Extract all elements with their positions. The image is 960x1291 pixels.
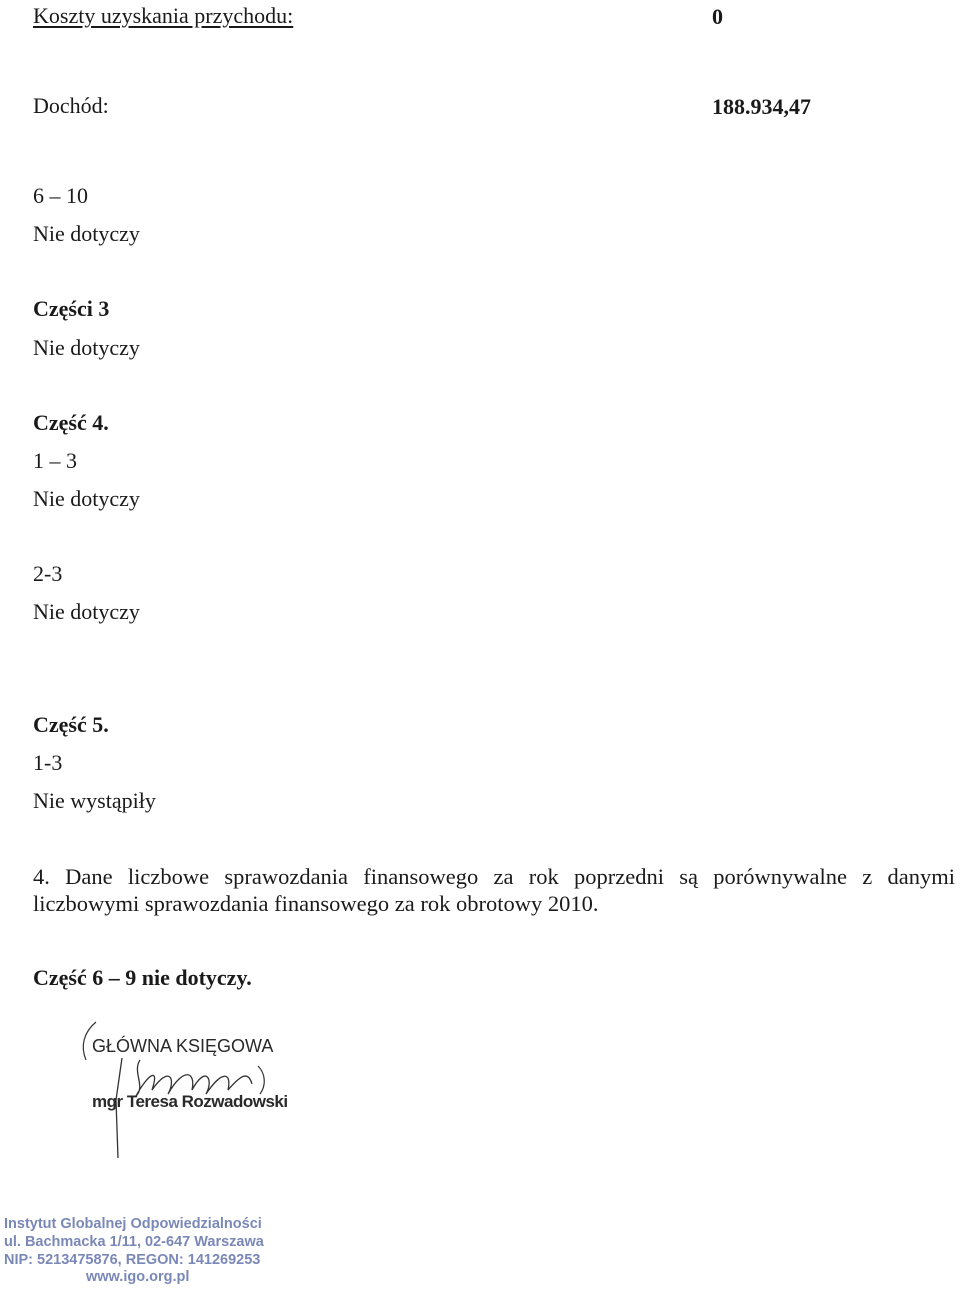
stamp-name: mgr Teresa Rozwadowski [92,1092,288,1111]
paragraph-line-1: 4. Dane liczbowe sprawozdania finansowego za rok poprzedni są porównywalne z danymi [33,864,955,889]
part4-range-2: 2-3 [33,561,63,586]
income-label: Dochód: [33,93,109,118]
part5-title: Część 5. [33,712,109,737]
part4-title: Część 4. [33,410,109,435]
paragraph-line-2: liczbowymi sprawozdania finansowego za rok obrotowy 2010. [33,891,599,916]
costs-value: 0 [712,4,723,29]
section-status: Nie dotyczy [33,221,140,246]
part3-title: Części 3 [33,296,110,321]
income-value: 188.934,47 [712,94,811,119]
part3-status: Nie dotyczy [33,335,140,360]
footer-org-name: Instytut Globalnej Odpowiedzialności [4,1216,262,1232]
stamp-role: GŁÓWNA KSIĘGOWA [92,1036,274,1056]
closing-statement: Część 6 – 9 nie dotyczy. [33,965,252,990]
footer-address: ul. Bachmacka 1/11, 02-647 Warszawa [4,1234,264,1250]
part4-status-1: Nie dotyczy [33,486,140,511]
costs-label: Koszty uzyskania przychodu: [33,3,294,28]
footer-website: www.igo.org.pl [86,1269,190,1285]
part4-status-2: Nie dotyczy [33,599,140,624]
section-range: 6 – 10 [33,183,88,208]
part5-status: Nie wystąpiły [33,788,156,813]
part5-range: 1-3 [33,750,63,775]
footer-tax-ids: NIP: 5213475876, REGON: 141269253 [4,1252,261,1268]
part4-range-1: 1 – 3 [33,448,77,473]
